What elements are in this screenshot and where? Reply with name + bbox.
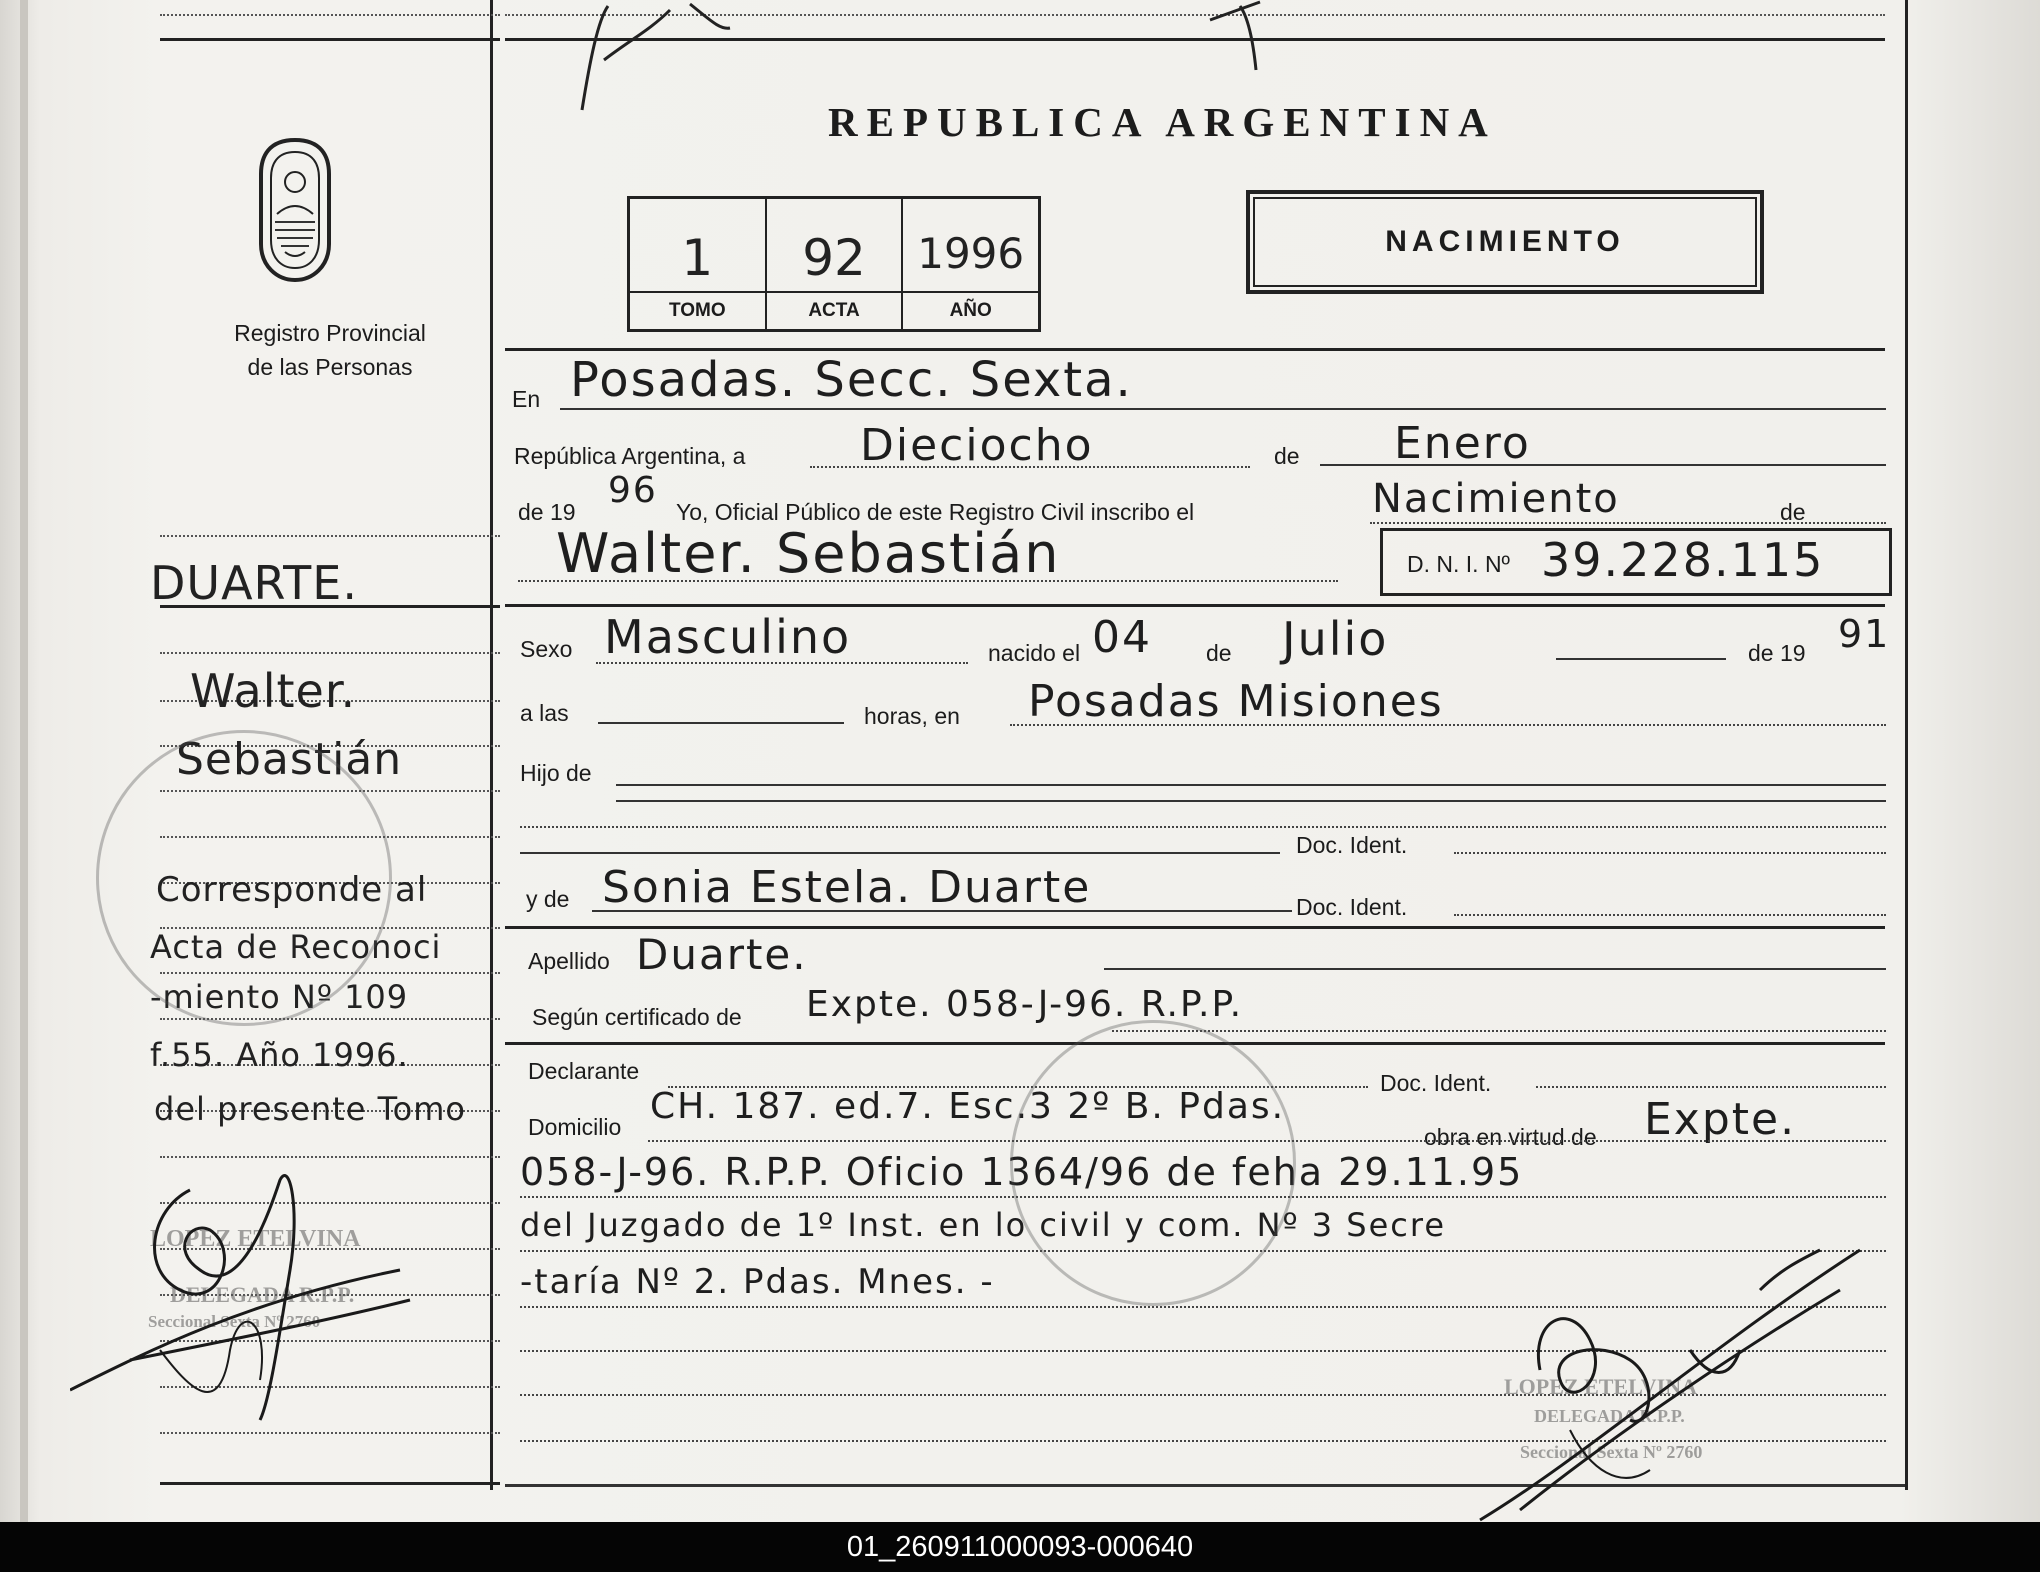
stamp-right-line1: LOPEZ ETELVINA	[1504, 1374, 1697, 1399]
doc-ident-dots-3	[1536, 1086, 1886, 1088]
inscribo-dots	[1370, 522, 1886, 524]
dni-value: 39.228.115	[1541, 533, 1825, 587]
segun-dots	[1112, 1030, 1886, 1032]
record-type: NACIMIENTO	[1385, 225, 1625, 258]
rule-below-en	[505, 348, 1885, 351]
stamp-left-line2: DELEGADA R.P.P.	[170, 1282, 355, 1307]
sexo-label: Sexo	[520, 636, 573, 662]
footer-code: 01_260911000093-000640	[846, 1531, 1194, 1563]
nacido-label: nacido el	[988, 640, 1081, 666]
a-las-label: a las	[520, 700, 569, 726]
registry-stamp-left	[96, 730, 392, 1026]
tomo-cell	[630, 199, 767, 329]
en-line	[560, 408, 1886, 410]
mother-value: Sonia Estela. Duarte	[602, 862, 1092, 913]
birth-day-value: 04	[1092, 612, 1152, 663]
month-value: Enero	[1394, 418, 1531, 469]
stamp-right-line2: DELEGADA R.P.P.	[1534, 1406, 1685, 1426]
stamp-left-line1: LOPEZ ETELVINA	[150, 1226, 361, 1252]
ano-label: AÑO	[903, 291, 1038, 329]
doc-ident-label-2: Doc. Ident.	[1296, 894, 1408, 920]
day-value: Dieciocho	[860, 420, 1094, 471]
signature-left	[70, 1150, 460, 1430]
doc-ident-dots-2	[1454, 914, 1886, 916]
margin-note-1: Corresponde al	[156, 870, 428, 910]
birth-month-value: Julio	[1282, 612, 1389, 666]
segun-label: Según certificado de	[532, 1004, 742, 1030]
declarante-label: Declarante	[528, 1058, 640, 1084]
birth-month-line	[1556, 658, 1726, 660]
hijo-dots-2	[520, 826, 1886, 828]
acta-cell	[767, 199, 904, 329]
page-fold	[20, 0, 28, 1522]
doc-ident-label-3: Doc. Ident.	[1380, 1070, 1492, 1096]
y-de-label: y de	[526, 886, 570, 912]
ano-value: 1996	[917, 229, 1025, 278]
margin-note-5: del presente Tomo	[154, 1090, 466, 1128]
hijo-line-2	[616, 800, 1886, 802]
form-right-border	[1905, 0, 1908, 1490]
name-value: Walter. Sebastián	[556, 522, 1061, 585]
margin-surname: DUARTE.	[150, 556, 358, 610]
domicilio-label: Domicilio	[528, 1114, 622, 1140]
en-label: En	[512, 386, 541, 412]
birth-year-value: 91	[1838, 612, 1891, 656]
margin-note-2: Acta de Reconoci	[150, 928, 442, 966]
note-line-2: del Juzgado de 1º Inst. en lo civil y com. Nº 3 Secre	[520, 1206, 1447, 1244]
year-prefix: de 19	[518, 499, 576, 525]
doc-ident-dots-1	[1454, 852, 1886, 854]
apellido-value: Duarte.	[636, 930, 808, 979]
registry-stamp-center	[1010, 1020, 1296, 1306]
apellido-label: Apellido	[528, 948, 610, 974]
dni-label: D. N. I. Nº	[1407, 551, 1510, 577]
margin-given-1: Walter.	[190, 664, 357, 718]
obra-label: obra en virtud de	[1424, 1124, 1597, 1150]
name-dots	[518, 580, 1338, 582]
document-title: REPUBLICA ARGENTINA	[828, 99, 1497, 145]
birth-place-value: Posadas Misiones	[1028, 676, 1444, 727]
margin-note-4: f.55. Año 1996.	[150, 1036, 409, 1074]
year-value: 96	[608, 470, 658, 511]
birth-year-prefix: de 19	[1748, 640, 1806, 666]
tomo-label: TOMO	[630, 291, 765, 329]
footer-bar	[0, 1522, 2040, 1572]
horas-label: horas, en	[864, 703, 960, 729]
doc-ident-label-1: Doc. Ident.	[1296, 832, 1408, 858]
signature-right	[1460, 1230, 1880, 1522]
hijo-label: Hijo de	[520, 760, 592, 786]
provincial-seal-icon	[255, 136, 335, 284]
acta-value: 92	[802, 229, 866, 287]
republica-label: República Argentina, a	[514, 443, 746, 469]
signature-top	[560, 0, 1300, 120]
note-line-1: 058-J-96. R.P.P. Oficio 1364/96 de feha 29.11.95	[520, 1150, 1524, 1194]
mother-line	[592, 910, 1292, 912]
margin-given-2: Sebastián	[176, 734, 403, 785]
de-label: de	[1274, 443, 1300, 469]
registry-name-line1: Registro Provincial	[234, 320, 426, 346]
tomo-value: 1	[681, 229, 714, 287]
note-line-3: -taría Nº 2. Pdas. Mnes. -	[520, 1262, 995, 1302]
margin-note-3: -miento Nº 109	[150, 978, 409, 1016]
obra-value: Expte.	[1644, 1094, 1797, 1145]
hijo-line	[616, 784, 1886, 786]
rule-below-mother	[505, 926, 1885, 929]
acta-label: ACTA	[767, 291, 902, 329]
dni-box	[1380, 528, 1892, 596]
segun-value: Expte. 058-J-96. R.P.P.	[806, 984, 1244, 1025]
ano-cell	[903, 199, 1038, 329]
stamp-right-line3: Seccional Sexta Nº 2760	[1520, 1442, 1703, 1462]
domicilio-value: CH. 187. ed.7. Esc.3 2º B. Pdas.	[650, 1086, 1286, 1127]
inscribo-value: Nacimiento	[1372, 476, 1620, 522]
en-value: Posadas. Secc. Sexta.	[570, 352, 1133, 408]
sexo-value: Masculino	[604, 610, 852, 664]
registry-name	[200, 316, 460, 384]
birth-place-dots	[1010, 724, 1886, 726]
de-label-3: de	[1206, 640, 1232, 666]
register-table	[627, 196, 1041, 332]
rule-below-name	[505, 604, 1885, 607]
record-type-box	[1246, 190, 1764, 294]
registry-name-line2: de las Personas	[247, 354, 413, 380]
hours-line	[598, 722, 844, 724]
de-label-2: de	[1780, 499, 1806, 525]
apellido-line	[1104, 968, 1886, 970]
father-line	[520, 852, 1280, 854]
stamp-left-line3: Seccional Sexta Nº 2760	[148, 1312, 321, 1331]
oficial-text: Yo, Oficial Público de este Registro Civil inscribo el	[676, 499, 1195, 525]
